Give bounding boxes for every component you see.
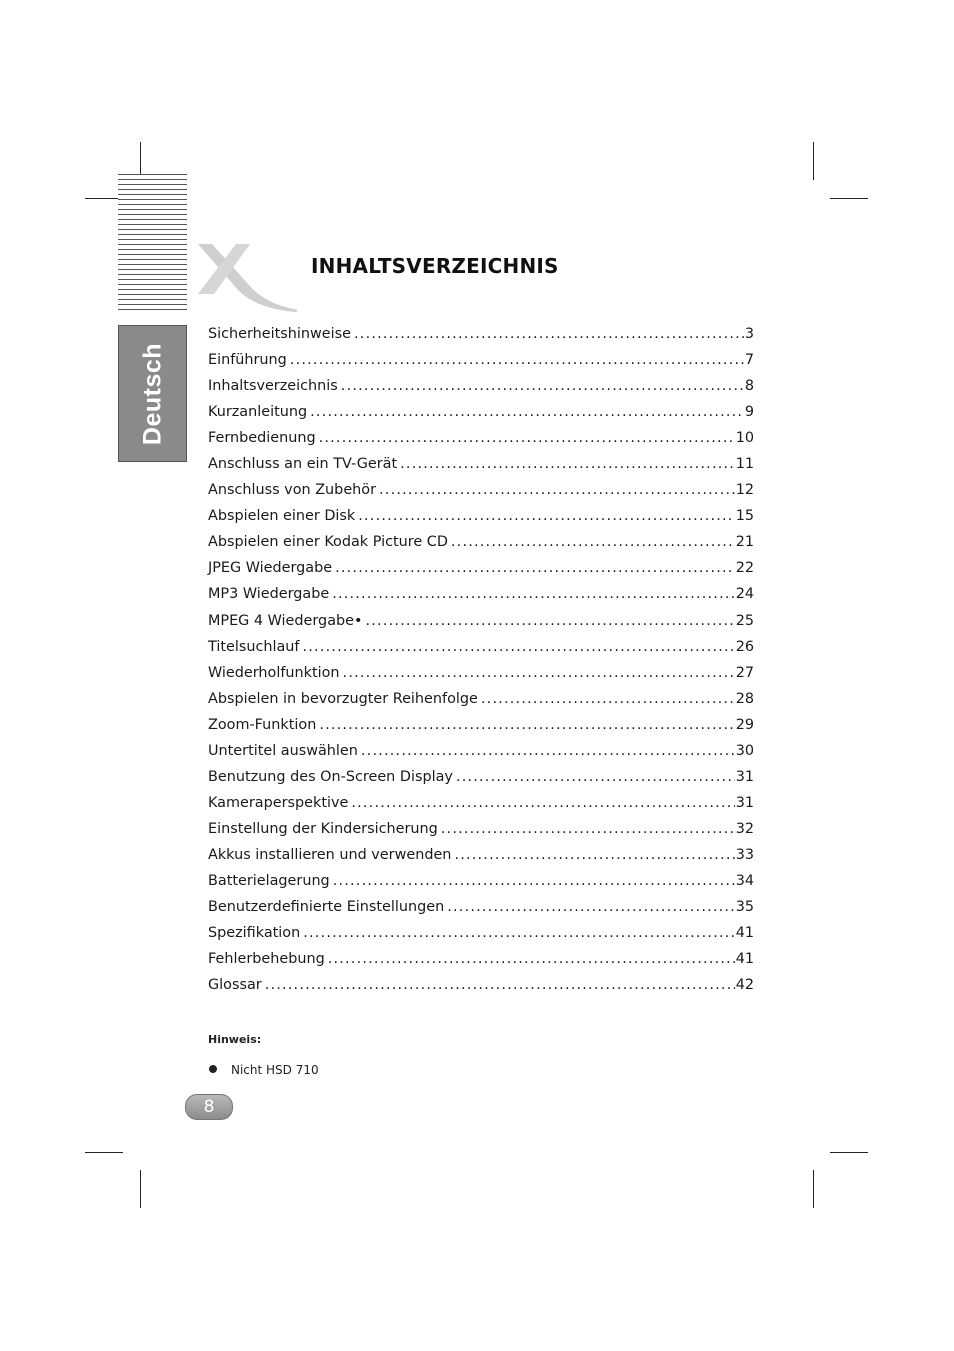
toc-entry-label: Fernbedienung xyxy=(208,430,316,447)
toc-entry-label: Wiederholfunktion xyxy=(208,664,340,681)
crop-mark-bottom-right-h xyxy=(830,1152,868,1153)
toc-entry xyxy=(208,868,754,894)
toc-entry-label: Abspielen einer Kodak Picture CD xyxy=(208,534,448,551)
toc-entry-page: 31 xyxy=(735,768,754,785)
toc-entry-page: 42 xyxy=(735,977,754,994)
toc-entry-label: JPEG Wiedergabe xyxy=(208,560,333,577)
toc-entry-label: Kameraperspektive xyxy=(208,794,349,811)
toc-entry-label: Anschluss von Zubehör xyxy=(208,482,377,499)
toc-dot-leader xyxy=(361,738,735,764)
toc-entry-page: 22 xyxy=(735,560,754,577)
toc-dot-leader xyxy=(400,451,735,477)
bullet-icon xyxy=(209,1065,217,1073)
toc-dot-leader xyxy=(441,816,735,842)
toc-entry xyxy=(208,816,754,842)
toc-dot-leader xyxy=(379,477,735,503)
toc-dot-leader xyxy=(310,399,744,425)
language-tab xyxy=(118,325,187,462)
language-label: Deutsch xyxy=(138,342,166,445)
toc-entry-page: 9 xyxy=(744,404,754,421)
toc-dot-leader xyxy=(351,790,734,816)
toc-dot-leader xyxy=(319,712,734,738)
crop-mark-bottom-left-h xyxy=(85,1152,123,1153)
toc-entry xyxy=(208,634,754,660)
toc-entry xyxy=(208,790,754,816)
sidebar-stripes xyxy=(118,174,187,312)
toc-entry-page: 34 xyxy=(735,872,754,889)
toc-entry-page: 24 xyxy=(735,586,754,603)
toc-entry-page: 26 xyxy=(735,638,754,655)
toc-entry xyxy=(208,842,754,868)
crop-mark-top-right-v xyxy=(813,142,814,180)
toc-dot-leader xyxy=(341,373,744,399)
toc-entry-page: 41 xyxy=(735,925,754,942)
note-label: Hinweis: xyxy=(208,1033,262,1046)
toc-entry xyxy=(208,764,754,790)
toc-entry-page: 8 xyxy=(744,378,754,395)
toc-entry xyxy=(208,503,754,529)
toc-entry xyxy=(208,477,754,503)
toc-entry-label: MPEG 4 Wiedergabe• xyxy=(208,612,363,629)
toc-entry xyxy=(208,399,754,425)
toc-dot-leader xyxy=(303,634,735,660)
toc-dot-leader xyxy=(366,608,735,634)
toc-entry-page: 12 xyxy=(735,482,754,499)
toc-entry xyxy=(208,347,754,373)
toc-entry-page: 31 xyxy=(735,794,754,811)
brand-x-logo-icon xyxy=(192,240,302,312)
toc-entry xyxy=(208,555,754,581)
toc-entry-page: 15 xyxy=(735,508,754,525)
toc-entry-page: 32 xyxy=(735,820,754,837)
toc-dot-leader xyxy=(333,868,735,894)
toc-entry-label: Zoom-Funktion xyxy=(208,716,317,733)
toc-entry-label: Anschluss an ein TV-Gerät xyxy=(208,456,398,473)
toc-entry xyxy=(208,660,754,686)
toc-entry xyxy=(208,373,754,399)
toc-dot-leader xyxy=(265,972,735,998)
toc-entry-label: Glossar xyxy=(208,977,262,994)
crop-mark-bottom-right-v xyxy=(813,1170,814,1208)
toc-dot-leader xyxy=(328,946,735,972)
toc-entry-label: Einführung xyxy=(208,352,287,369)
toc-dot-leader xyxy=(303,920,734,946)
toc-entry-label: Titelsuchlauf xyxy=(208,638,300,655)
page-number: 8 xyxy=(185,1094,233,1120)
toc-entry-label: MP3 Wiedergabe xyxy=(208,586,330,603)
toc-dot-leader xyxy=(358,503,734,529)
toc-dot-leader xyxy=(454,842,734,868)
toc-entry-label: Benutzerdefinierte Einstellungen xyxy=(208,899,445,916)
toc-entry xyxy=(208,425,754,451)
toc-entry-page: 29 xyxy=(735,716,754,733)
toc-dot-leader xyxy=(343,660,735,686)
toc-entry xyxy=(208,946,754,972)
toc-entry-page: 11 xyxy=(735,456,754,473)
toc-entry-label: Inhaltsverzeichnis xyxy=(208,378,338,395)
toc-dot-leader xyxy=(354,321,744,347)
toc-entry-page: 41 xyxy=(735,951,754,968)
toc-entry-page: 21 xyxy=(735,534,754,551)
toc-entry-label: Sicherheitshinweise xyxy=(208,326,352,342)
toc-entry xyxy=(208,581,754,607)
toc-dot-leader xyxy=(447,894,734,920)
toc-entry xyxy=(208,920,754,946)
toc-entry xyxy=(208,894,754,920)
toc-entry xyxy=(208,529,754,555)
toc-entry xyxy=(208,321,754,347)
toc-entry-label: Fehlerbehebung xyxy=(208,951,325,968)
crop-mark-top-right-h xyxy=(830,198,868,199)
toc-dot-leader xyxy=(456,764,735,790)
crop-mark-bottom-left-v xyxy=(140,1170,141,1208)
toc-entry-page: 10 xyxy=(735,430,754,447)
toc-entry-label: Benutzung des On-Screen Display xyxy=(208,768,453,785)
toc-entry-page: 3 xyxy=(744,326,754,342)
toc-dot-leader xyxy=(451,529,735,555)
toc-entry-page: 33 xyxy=(735,846,754,863)
table-of-contents xyxy=(208,321,754,998)
toc-dot-leader xyxy=(319,425,735,451)
toc-entry-label: Untertitel auswählen xyxy=(208,742,358,759)
toc-dot-leader xyxy=(481,686,735,712)
toc-entry-page: 28 xyxy=(735,690,754,707)
toc-dot-leader xyxy=(335,555,735,581)
note-item: Nicht HSD 710 xyxy=(231,1063,319,1077)
toc-entry-page: 27 xyxy=(735,664,754,681)
toc-entry xyxy=(208,738,754,764)
toc-entry-label: Einstellung der Kindersicherung xyxy=(208,820,438,837)
toc-dot-leader xyxy=(332,581,735,607)
toc-entry xyxy=(208,972,754,998)
toc-entry xyxy=(208,451,754,477)
toc-entry-label: Abspielen einer Disk xyxy=(208,508,356,525)
toc-dot-leader xyxy=(290,347,744,373)
toc-entry-label: Akkus installieren und verwenden xyxy=(208,846,452,863)
toc-entry xyxy=(208,712,754,738)
toc-entry-label: Spezifikation xyxy=(208,925,301,942)
toc-entry-page: 35 xyxy=(735,899,754,916)
toc-entry-page: 25 xyxy=(735,612,754,629)
toc-entry xyxy=(208,608,754,634)
page-title: INHALTSVERZEICHNIS xyxy=(311,254,559,278)
toc-entry xyxy=(208,686,754,712)
toc-entry-page: 30 xyxy=(735,742,754,759)
toc-entry-label: Kurzanleitung xyxy=(208,404,308,421)
toc-entry-page: 7 xyxy=(744,352,754,369)
toc-entry-label: Batterielagerung xyxy=(208,872,330,889)
toc-entry-label: Abspielen in bevorzugter Reihenfolge xyxy=(208,690,478,707)
